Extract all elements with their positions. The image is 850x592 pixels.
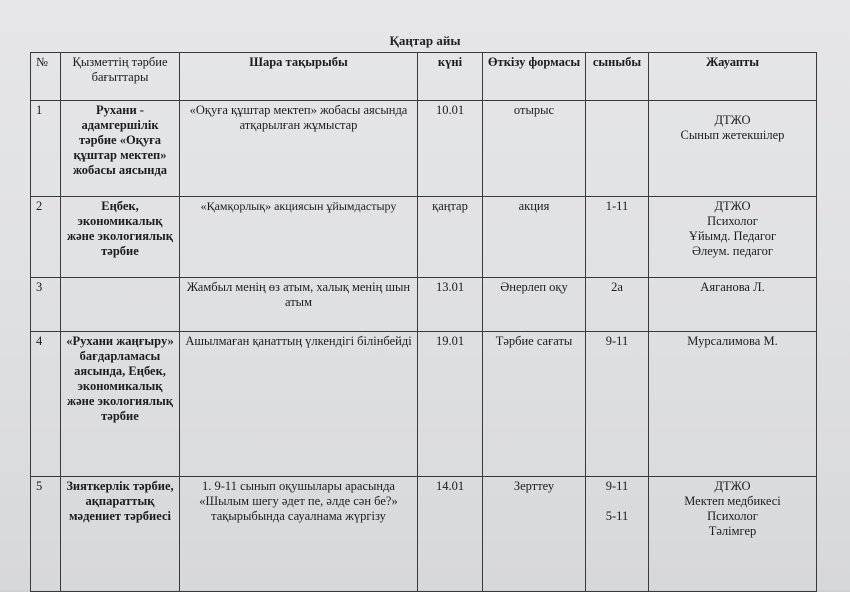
row-responsible: ДТЖО Психолог Ұйымд. Педагог Әлеум. педагог — [649, 197, 817, 278]
row-form: отырыс — [483, 101, 586, 197]
row-form: Тәрбие сағаты — [483, 332, 586, 477]
row-form: Әнерлеп оқу — [483, 278, 586, 332]
row-num: 3 — [31, 278, 61, 332]
header-date: күні — [418, 53, 483, 101]
row-num: 1 — [31, 101, 61, 197]
row-responsible: Аяганова Л. — [649, 278, 817, 332]
row-date: қаңтар — [418, 197, 483, 278]
header-responsible: Жауапты — [649, 53, 817, 101]
row-grade: 9-11 — [586, 332, 649, 477]
row-date: 14.01 — [418, 477, 483, 592]
row-direction: Зияткерлік тәрбие, ақпараттық мәдениет тәрбиесі — [61, 477, 180, 592]
row-grade: 2а — [586, 278, 649, 332]
header-num: № — [31, 53, 61, 101]
row-direction: «Рухани жаңғыру» бағдарламасы аясында, Еңбек, экономикалық және экологиялық тәрбие — [61, 332, 180, 477]
table-row — [31, 197, 817, 278]
table-row — [31, 101, 817, 197]
row-date: 13.01 — [418, 278, 483, 332]
row-num: 4 — [31, 332, 61, 477]
header-direction: Қызметтің тәрбие бағыттары — [61, 53, 180, 101]
event-plan-table — [30, 52, 817, 592]
table-row — [31, 477, 817, 592]
row-num: 5 — [31, 477, 61, 592]
row-responsible: ДТЖО Мектеп медбикесі Психолог Тәлімгер — [649, 477, 817, 592]
header-topic: Шара тақырыбы — [180, 53, 418, 101]
row-topic: «Қамқорлық» акциясын ұйымдастыру — [180, 197, 418, 278]
header-grade: сыныбы — [586, 53, 649, 101]
header-form: Өткізу формасы — [483, 53, 586, 101]
row-form: акция — [483, 197, 586, 278]
row-date: 19.01 — [418, 332, 483, 477]
row-form: Зерттеу — [483, 477, 586, 592]
row-topic: 1. 9-11 сынып оқушылары арасында «Шылым шегу әдет пе, әлде сән бе?» тақырыбында сауалнама жүргізу — [180, 477, 418, 592]
row-num: 2 — [31, 197, 61, 278]
table-header-row — [31, 53, 817, 101]
row-responsible: Мурсалимова М. — [649, 332, 817, 477]
row-topic: «Оқуға құштар мектеп» жобасы аясында атқарылған жұмыстар — [180, 101, 418, 197]
row-direction — [61, 278, 180, 332]
row-date: 10.01 — [418, 101, 483, 197]
row-grade: 9-11 5-11 — [586, 477, 649, 592]
table-row — [31, 332, 817, 477]
row-direction: Рухани - адамгершілік тәрбие «Оқуға құштар мектеп» жобасы аясында — [61, 101, 180, 197]
row-topic: Ашылмаған қанаттың үлкендігі білінбейді — [180, 332, 418, 477]
row-grade: 1-11 — [586, 197, 649, 278]
table-row — [31, 278, 817, 332]
row-direction: Еңбек, экономикалық және экологиялық тәрбие — [61, 197, 180, 278]
row-grade — [586, 101, 649, 197]
row-topic: Жамбыл менің өз атым, халық менің шын атым — [180, 278, 418, 332]
row-responsible: ДТЖО Сынып жетекшілер — [649, 101, 817, 197]
page-title: Қаңтар айы — [389, 33, 461, 48]
